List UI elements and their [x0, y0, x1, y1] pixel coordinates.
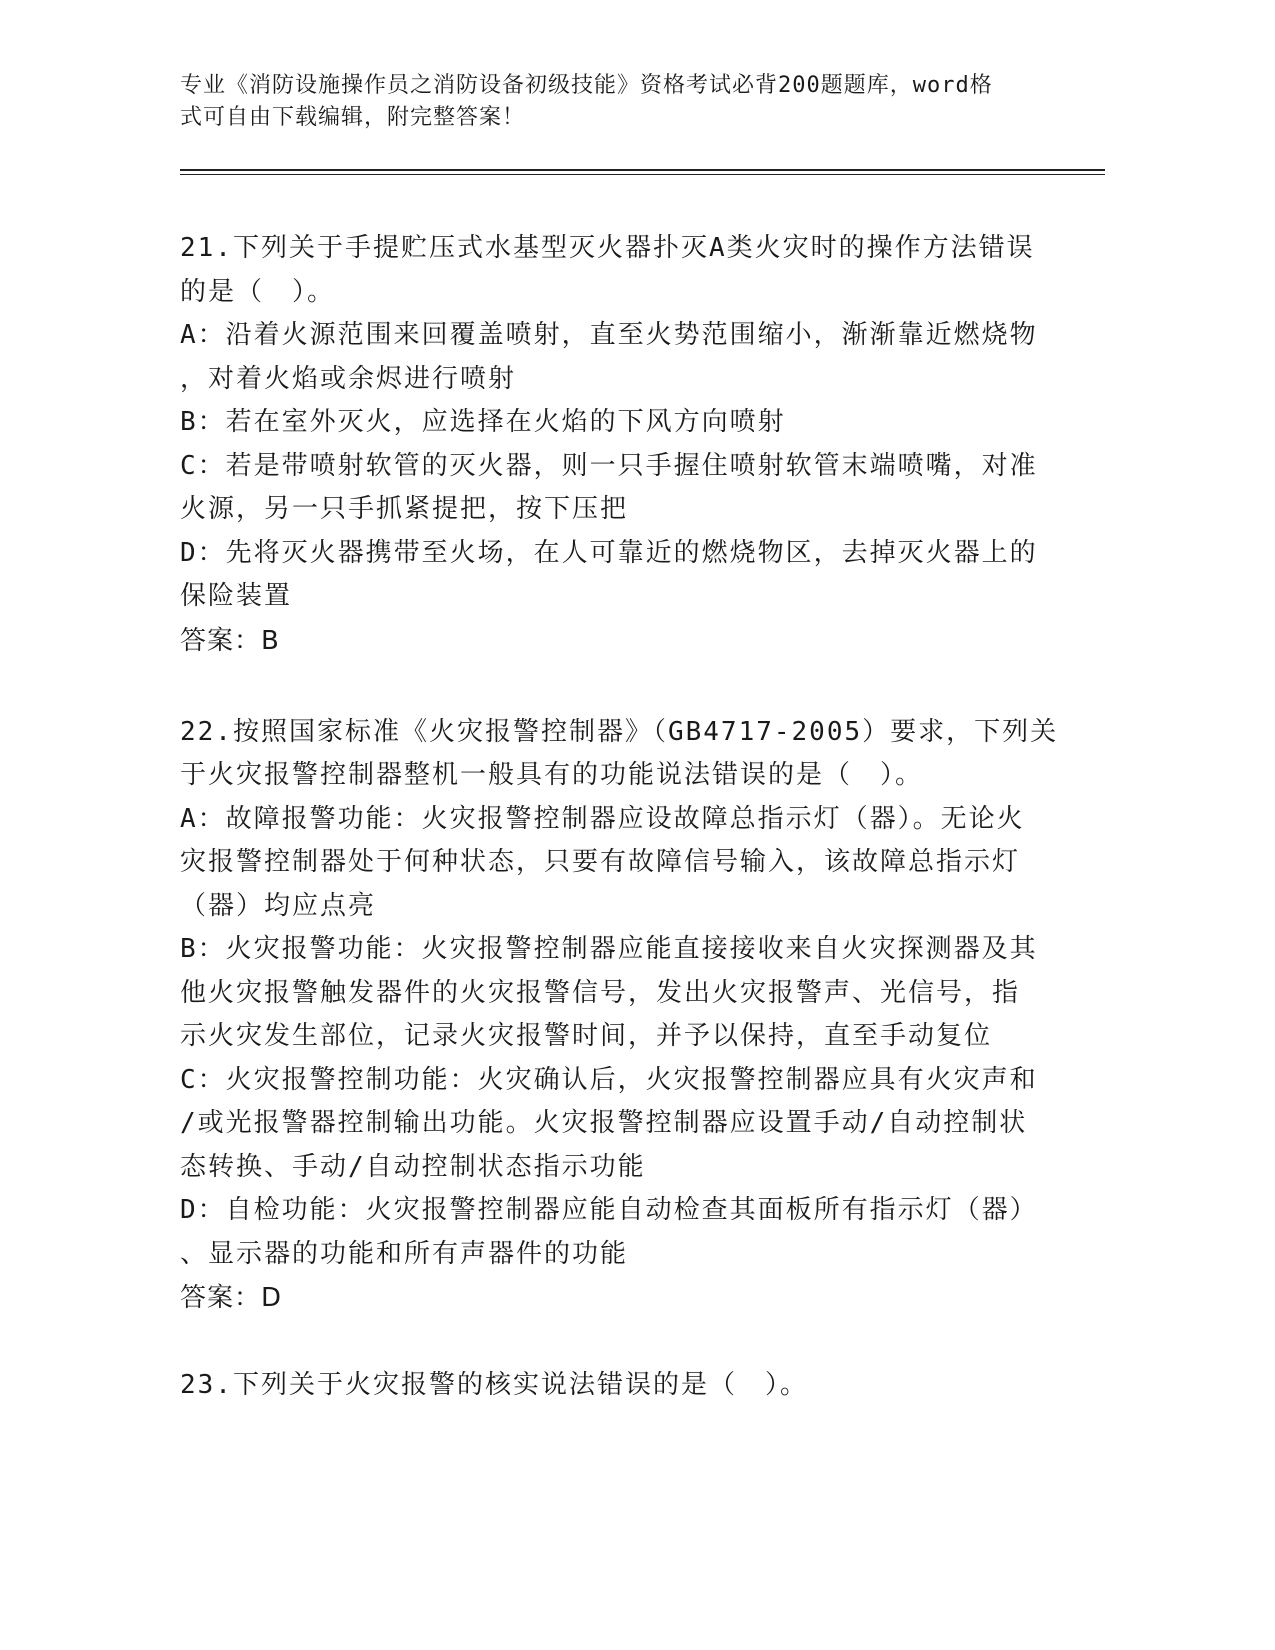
option-b-cont: 他火灾报警触发器件的火灾报警信号，发出火灾报警声、光信号，指	[180, 977, 1021, 1008]
option-a-cont: 灾报警控制器处于何种状态，只要有故障信号输入，该故障总指示灯	[180, 847, 1021, 877]
question-23	[180, 1364, 1105, 1408]
question-stem-line: 22.按照国家标准《火灾报警控制器》（GB4717-2005）要求，下列关	[180, 716, 1059, 747]
option-b-cont: 示火灾发生部位，记录火灾报警时间，并予以保持，直至手动复位	[180, 1021, 993, 1051]
answer-label: 答案：D	[180, 1283, 283, 1313]
header-line-2: 式可自由下载编辑，附完整答案！	[180, 105, 526, 130]
document-page	[180, 70, 1105, 1408]
question-21	[180, 227, 1105, 663]
answer-label: 答案：B	[180, 625, 280, 656]
header-line-1: 专业《消防设施操作员之消防设备初级技能》资格考试必背200题题库，word格	[180, 73, 993, 98]
option-a: A：故障报警功能：火灾报警控制器应设故障总指示灯（器）。无论火	[180, 803, 1025, 834]
option-a-cont: （器）均应点亮	[180, 890, 377, 921]
header-divider	[180, 169, 1105, 175]
question-stem-line: 的是（ ）。	[180, 276, 336, 307]
option-c-cont: /或光报警器控制输出功能。火灾报警控制器应设置手动/自动控制状	[180, 1108, 1028, 1138]
option-d-cont: 保险装置	[180, 581, 293, 611]
option-d: D：先将灭火器携带至火场，在人可靠近的燃烧物区，去掉灭火器上的	[180, 537, 1038, 568]
option-c-cont: 火源，另一只手抓紧提把，按下压把	[180, 494, 629, 524]
option-c: C：若是带喷射软管的灭火器，则一只手握住喷射软管末端喷嘴，对准	[180, 450, 1038, 481]
option-d: D：自检功能：火灾报警控制器应能自动检查其面板所有指示灯（器）	[180, 1195, 1038, 1225]
option-b: B：火灾报警功能：火灾报警控制器应能直接接收来自火灾探测器及其	[180, 934, 1038, 964]
question-stem-line: 21.下列关于手提贮压式水基型灭火器扑灭A类火灾时的操作方法错误	[180, 233, 1035, 263]
option-a-cont: ，对着火焰或余烬进行喷射	[180, 363, 517, 394]
option-c: C：火灾报警控制功能：火灾确认后，火灾报警控制器应具有火灾声和	[180, 1064, 1038, 1095]
option-a: A：沿着火源范围来回覆盖喷射，直至火势范围缩小，渐渐靠近燃烧物	[180, 320, 1038, 350]
question-stem-line: 23.下列关于火灾报警的核实说法错误的是（ ）。	[180, 1370, 808, 1400]
option-d-cont: 、显示器的功能和所有声器件的功能	[180, 1238, 629, 1269]
question-22	[180, 711, 1105, 1321]
option-b: B：若在室外灭火，应选择在火焰的下风方向喷射	[180, 407, 786, 437]
option-c-cont: 态转换、手动/自动控制状态指示功能	[180, 1151, 646, 1182]
document-header	[180, 70, 1030, 134]
question-stem-line: 于火灾报警控制器整机一般具有的功能说法错误的是（ ）。	[180, 760, 924, 790]
